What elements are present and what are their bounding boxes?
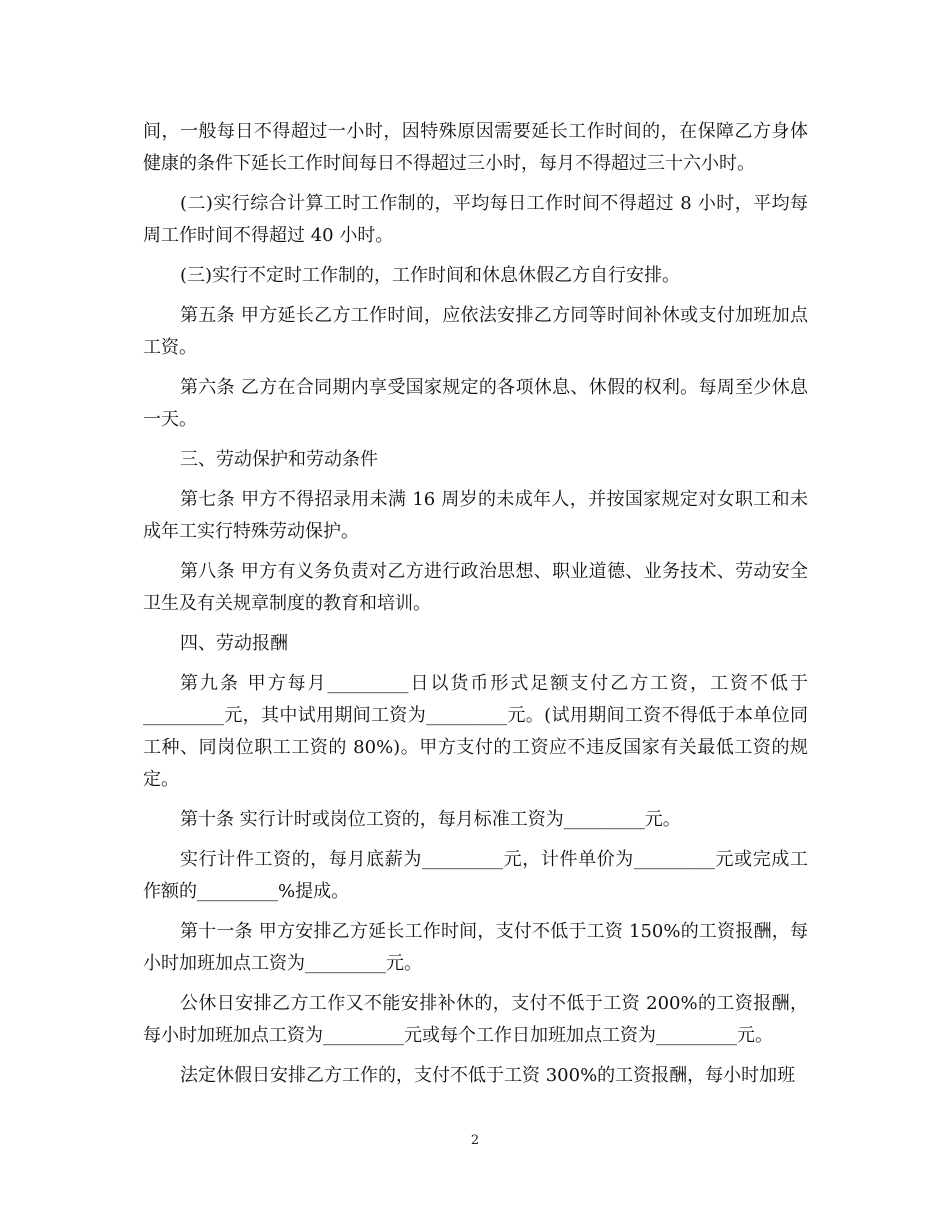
paragraph: 第十条 实行计时或岗位工资的，每月标准工资为_________元。: [180, 809, 681, 830]
paragraph: 实行计件工资的，每月底薪为_________元，计件单价为_________元或完成工作额的_________%提成。: [143, 849, 808, 902]
paragraph: 间，一般每日不得超过一小时，因特殊原因需要延长工作时间的，在保障乙方身体健康的条件下延长工作时间每日不得超过三小时，每月不得超过三十六小时。: [143, 121, 808, 174]
paragraph: 第七条 甲方不得招录用未满 16 周岁的未成年人，并按国家规定对女职工和未成年工实行特殊劳动保护。: [143, 489, 808, 542]
paragraph: 第十一条 甲方安排乙方延长工作时间，支付不低于工资 150%的工资报酬，每小时加班加点工资为_________元。: [143, 921, 808, 974]
paragraph: (二)实行综合计算工时工作制的，平均每日工作时间不得超过 8 小时，平均每周工作时间不得超过 40 小时。: [143, 193, 808, 246]
paragraph: 第九条 甲方每月_________日以货币形式足额支付乙方工资，工资不低于_________元，其中试用期间工资为_________元。(试用期间工资不得低于本单位同工种、同岗位职工工资的 80%)。甲方支付的工资应不违反国家有关最低工资的规定。: [143, 673, 808, 790]
paragraph: 第五条 甲方延长乙方工作时间，应依法安排乙方同等时间补休或支付加班加点工资。: [143, 305, 808, 358]
paragraph: 第六条 乙方在合同期内享受国家规定的各项休息、休假的权利。每周至少休息一天。: [143, 377, 808, 430]
paragraph: (三)实行不定时工作制的，工作时间和休息休假乙方自行安排。: [180, 265, 681, 286]
document-body: [143, 116, 808, 1100]
paragraph: 公休日安排乙方工作又不能安排补休的，支付不低于工资 200%的工资报酬，每小时加班加点工资为_________元或每个工作日加班加点工资为_________元。: [143, 993, 808, 1046]
page-number: 2: [470, 1133, 480, 1148]
section-heading: 三、劳动保护和劳动条件: [180, 449, 378, 470]
section-heading: 四、劳动报酬: [180, 633, 288, 654]
paragraph: 法定休假日安排乙方工作的，支付不低于工资 300%的工资报酬，每小时加班: [180, 1065, 796, 1086]
paragraph: 第八条 甲方有义务负责对乙方进行政治思想、职业道德、业务技术、劳动安全卫生及有关规章制度的教育和培训。: [143, 561, 808, 614]
